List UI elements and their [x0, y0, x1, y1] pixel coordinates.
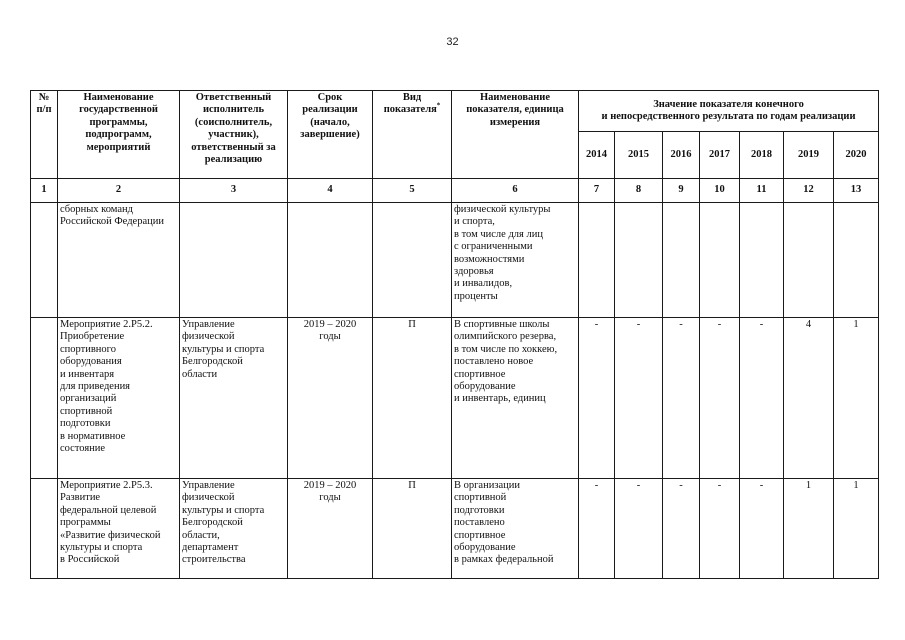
table-row	[31, 318, 879, 479]
row-executor	[180, 203, 288, 318]
row-value-2019	[784, 203, 834, 318]
row-value-2014: -	[579, 479, 615, 579]
row-value-2015: -	[615, 318, 663, 479]
header-year: 2019	[784, 132, 834, 179]
header-executor: Ответственный исполнитель (соисполнитель, участник), ответственный за реализацию	[180, 91, 288, 179]
row-value-2019: 4	[784, 318, 834, 479]
column-number: 4	[288, 179, 373, 203]
header-program-name: Наименование государственной программы, подпрограмм, мероприятий	[58, 91, 180, 179]
row-value-2017: -	[700, 479, 740, 579]
header-year: 2015	[615, 132, 663, 179]
row-value-2017: -	[700, 318, 740, 479]
page-number: 32	[446, 36, 459, 48]
header-year: 2020	[834, 132, 879, 179]
column-number: 6	[452, 179, 579, 203]
header-indicator-name: Наименование показателя, единица измерения	[452, 91, 579, 179]
column-number: 1	[31, 179, 58, 203]
row-value-2014: -	[579, 318, 615, 479]
row-num	[31, 318, 58, 479]
row-num	[31, 479, 58, 579]
row-value-2020	[834, 203, 879, 318]
row-indicator-kind	[373, 203, 452, 318]
column-number: 11	[740, 179, 784, 203]
column-number: 10	[700, 179, 740, 203]
row-value-2020: 1	[834, 318, 879, 479]
row-term	[288, 203, 373, 318]
column-number: 5	[373, 179, 452, 203]
column-number: 12	[784, 179, 834, 203]
row-term: 2019 – 2020 годы	[288, 318, 373, 479]
row-indicator-name: физической культуры и спорта, в том числе для лиц с ограниченными возможностями здоровья и инвалидов, проценты	[452, 203, 579, 318]
column-number: 2	[58, 179, 180, 203]
row-indicator-name: В спортивные школы олимпийского резерва, в том числе по хоккею, поставлено новое спортивное оборудование и инвентарь, единиц	[452, 318, 579, 479]
row-executor: Управление физической культуры и спорта Белгородской области	[180, 318, 288, 479]
row-value-2019: 1	[784, 479, 834, 579]
program-indicators-table	[30, 90, 879, 579]
row-indicator-kind: П	[373, 479, 452, 579]
row-value-2015: -	[615, 479, 663, 579]
row-indicator-kind: П	[373, 318, 452, 479]
row-program-name: сборных команд Российской Федерации	[58, 203, 180, 318]
header-num: № п/п	[31, 91, 58, 179]
row-indicator-name: В организации спортивной подготовки поставлено спортивное оборудование в рамках федеральной	[452, 479, 579, 579]
row-executor: Управление физической культуры и спорта Белгородской области, департамент строительства	[180, 479, 288, 579]
row-num	[31, 203, 58, 318]
row-value-2014	[579, 203, 615, 318]
header-term: Срок реализации (начало, завершение)	[288, 91, 373, 179]
row-value-2016: -	[663, 479, 700, 579]
header-year: 2014	[579, 132, 615, 179]
row-term: 2019 – 2020 годы	[288, 479, 373, 579]
row-value-2018	[740, 203, 784, 318]
table-row	[31, 203, 879, 318]
column-number: 13	[834, 179, 879, 203]
column-number: 9	[663, 179, 700, 203]
row-value-2017	[700, 203, 740, 318]
row-value-2020: 1	[834, 479, 879, 579]
header-year: 2017	[700, 132, 740, 179]
row-program-name: Мероприятие 2.Р5.2. Приобретение спортивного оборудования и инвентаря для приведения организаций спортивной подготовки в нормативное состояние	[58, 318, 180, 479]
column-numbers-row	[31, 179, 879, 203]
header-row	[31, 91, 879, 132]
header-indicator-kind-text: Вид показателя	[383, 92, 437, 116]
header-year: 2018	[740, 132, 784, 179]
header-year: 2016	[663, 132, 700, 179]
header-indicator-kind	[373, 91, 452, 179]
footnote-mark: *	[436, 101, 441, 110]
row-value-2018: -	[740, 479, 784, 579]
table-row	[31, 479, 879, 579]
row-value-2015	[615, 203, 663, 318]
row-value-2016	[663, 203, 700, 318]
row-value-2016: -	[663, 318, 700, 479]
column-number: 7	[579, 179, 615, 203]
column-number: 8	[615, 179, 663, 203]
row-program-name: Мероприятие 2.Р5.3. Развитие федеральной целевой программы «Развитие физической культуры и спорта в Российской	[58, 479, 180, 579]
column-number: 3	[180, 179, 288, 203]
header-values-group: Значение показателя конечного и непосредственного результата по годам реализации	[579, 91, 879, 132]
row-value-2018: -	[740, 318, 784, 479]
